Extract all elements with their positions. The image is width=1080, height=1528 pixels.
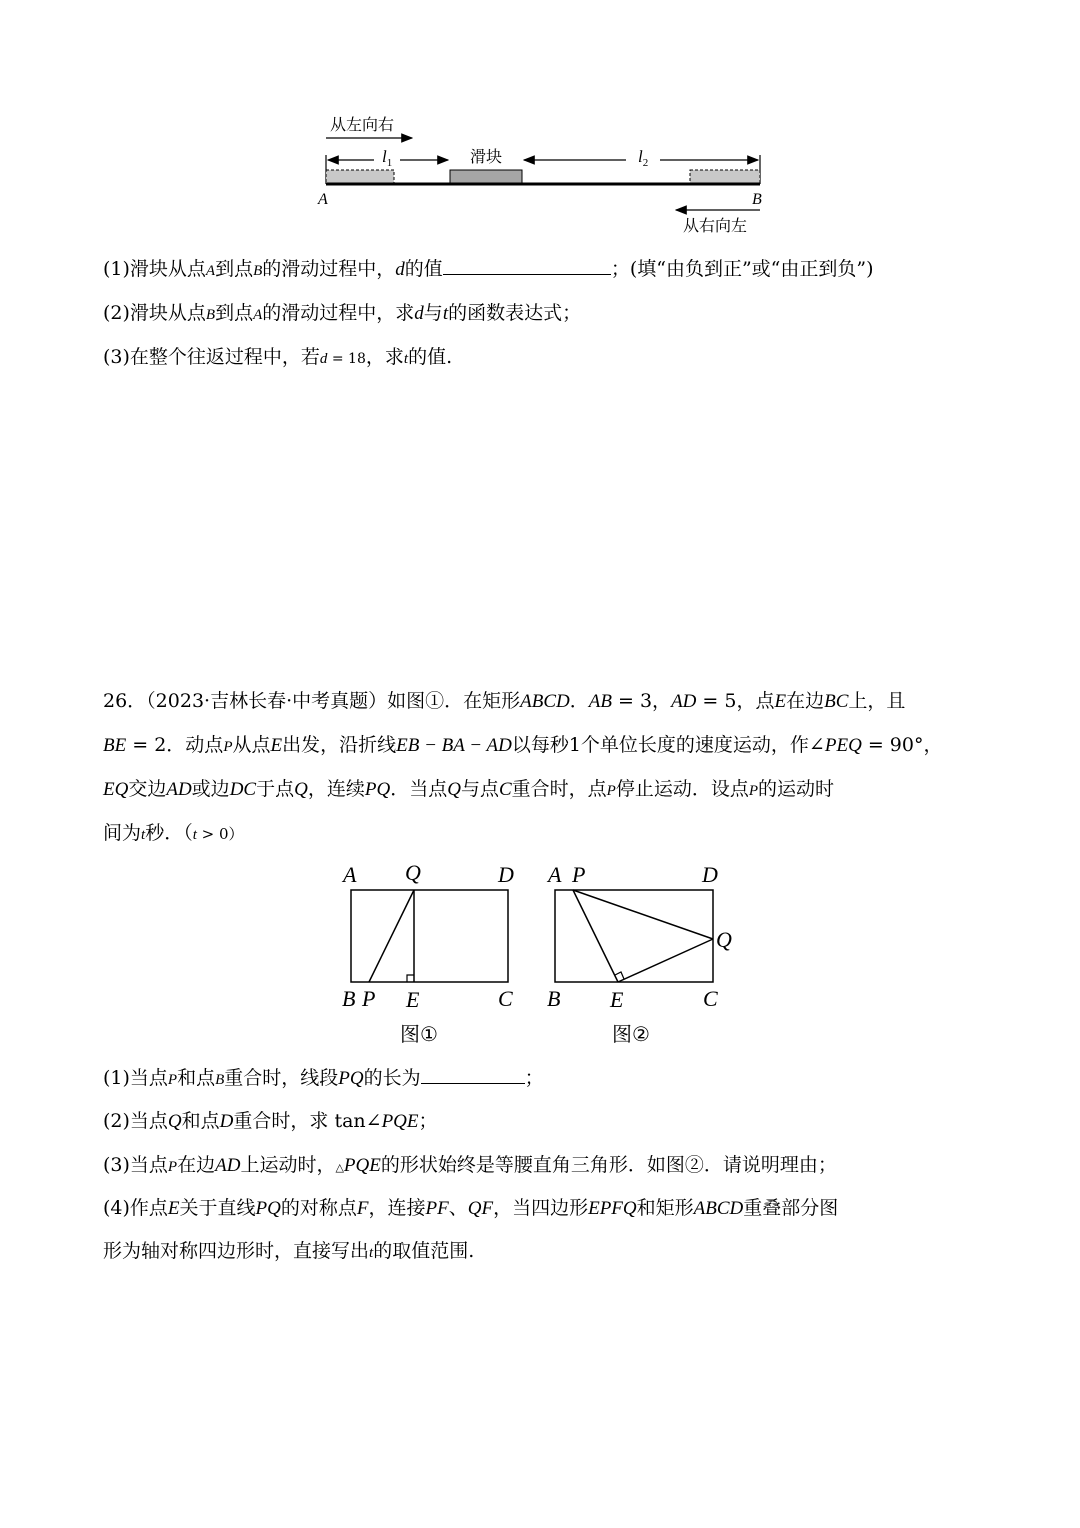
label-left-to-right: 从左向右: [330, 115, 395, 134]
text: 重叠部分图: [743, 1197, 839, 1219]
text: 的滑动过程中，: [262, 258, 396, 280]
fig1-right-angle-mark: [407, 975, 414, 982]
q25-part3: [103, 348, 452, 367]
fig2-label-p: P: [572, 862, 586, 887]
text: 的对称点: [280, 1197, 357, 1219]
q26-part1: [103, 1069, 544, 1088]
q26-part5: [103, 1242, 474, 1261]
text: 的形状始终是等腰直角三角形．如图②．请说明理由；: [380, 1154, 837, 1176]
text: 的函数表达式；: [448, 302, 582, 324]
fig2-label-c: C: [703, 986, 718, 1011]
text: (3)当点: [103, 1154, 168, 1176]
text: (4)作点: [103, 1197, 168, 1219]
text: 的滑动过程中，求: [262, 302, 415, 324]
math: B: [215, 1072, 225, 1088]
fig2-label-q: Q: [716, 927, 732, 952]
label-point-a: A: [318, 191, 328, 208]
q26-part4: [103, 1199, 838, 1218]
fig1-label-q: Q: [405, 860, 421, 885]
triangle-symbol: △: [335, 1161, 344, 1174]
fig2-label-b: B: [547, 986, 561, 1011]
math: E: [270, 735, 283, 756]
fig1-label-c: C: [498, 986, 513, 1011]
label-l2: $l_2$: [638, 147, 649, 169]
math: BE: [103, 735, 127, 756]
q26-part2: [103, 1112, 438, 1131]
math: D: [219, 1111, 234, 1132]
text: > 0）: [196, 825, 244, 843]
math-eq: = 18: [327, 351, 366, 367]
math: ABCD: [693, 1198, 744, 1219]
text: 和点: [177, 1067, 216, 1089]
math-a: A: [253, 307, 263, 323]
text: = 90°，: [861, 734, 943, 756]
text: (2)当点: [103, 1110, 168, 1132]
math-d: d: [395, 259, 405, 280]
slider-end-position: [690, 170, 760, 183]
math: PEQ: [824, 735, 862, 756]
math-b: B: [205, 307, 216, 323]
text: 的长为: [363, 1067, 421, 1089]
math-d: d: [414, 303, 424, 324]
answer-blank[interactable]: [443, 274, 611, 275]
math: PQ: [255, 1198, 281, 1219]
text: 上，且: [848, 690, 906, 712]
fig1-segment-pq: [369, 890, 414, 982]
math: F: [356, 1198, 369, 1219]
math: P: [167, 1072, 178, 1088]
q26-line1: [103, 692, 905, 711]
math: Q: [167, 1111, 182, 1132]
text: 重合时，线段: [224, 1067, 339, 1089]
math: AB: [588, 691, 612, 712]
math: t: [369, 1245, 374, 1261]
text: 到点: [215, 302, 254, 324]
fig2-segment-eq: [618, 939, 713, 982]
math: P: [167, 1159, 178, 1175]
text: 和矩形: [636, 1197, 694, 1219]
text: ，当四边形: [493, 1197, 589, 1219]
text: ，连续: [307, 778, 365, 800]
fig2-label-d: D: [702, 862, 718, 887]
text: 间为: [103, 822, 142, 844]
math: PQ: [364, 779, 391, 800]
answer-blank[interactable]: [421, 1083, 525, 1084]
text: 与: [423, 302, 443, 324]
q26-line2: [103, 736, 942, 755]
math-t: t: [442, 303, 449, 324]
text: 上运动时，: [240, 1154, 336, 1176]
text: 秒．（: [145, 822, 193, 844]
math: BC: [824, 691, 849, 712]
math: PF: [425, 1198, 449, 1219]
label-slider: 滑块: [470, 147, 503, 166]
text: 到点: [215, 258, 254, 280]
math: P: [748, 783, 759, 799]
text: (3)在整个往返过程中，若: [103, 346, 320, 368]
math: AD: [215, 1155, 241, 1176]
math: P: [606, 783, 616, 799]
text: 和点: [181, 1110, 220, 1132]
math: EB − BA − AD: [396, 735, 512, 756]
math-t: t: [403, 351, 409, 367]
text: 从点: [232, 734, 271, 756]
slider-block: [450, 170, 522, 183]
figure-1: [341, 860, 514, 1046]
text: = 5，点: [696, 690, 775, 712]
math: C: [498, 779, 512, 800]
text: 形为轴对称四边形时，直接写出: [103, 1240, 370, 1262]
math: P: [223, 739, 233, 755]
fig1-label-a: A: [343, 862, 357, 887]
fig1-caption: 图①: [400, 1022, 438, 1046]
fig1-label-e: E: [406, 987, 420, 1012]
math: t: [192, 827, 197, 843]
math: AD: [166, 779, 192, 800]
math: AD: [671, 691, 697, 712]
text: 于点: [256, 778, 295, 800]
text: 在边: [786, 690, 825, 712]
math-d: d: [319, 351, 328, 367]
math: PQE: [381, 1111, 419, 1132]
text: 、: [448, 1197, 468, 1219]
text: 停止运动．设点: [615, 778, 749, 800]
text: 的值: [404, 258, 443, 280]
label-right-to-left: 从右向左: [683, 216, 748, 235]
text: 重合时，求 tan∠: [233, 1110, 382, 1132]
math: PQ: [338, 1068, 364, 1089]
text: 的值.: [408, 346, 453, 368]
math: E: [167, 1198, 180, 1219]
slider-start-position: [326, 170, 394, 183]
text: ．当点: [390, 778, 448, 800]
math: Q: [447, 779, 461, 800]
fig1-label-b: B: [342, 986, 356, 1011]
text: 关于直线: [179, 1197, 256, 1219]
figure-2: [546, 862, 732, 1046]
text: (2)滑块从点: [103, 302, 206, 324]
label-point-b: B: [752, 191, 762, 208]
text: 与点: [460, 778, 499, 800]
text: = 3，: [611, 690, 672, 712]
math: Q: [294, 779, 308, 800]
math: ABCD: [520, 691, 570, 712]
q26-line4: [103, 824, 244, 843]
text: 出发，沿折线: [282, 734, 397, 756]
text: ，连接: [368, 1197, 426, 1219]
math: E: [774, 691, 787, 712]
math-b: B: [253, 263, 263, 279]
text: ，求: [365, 346, 404, 368]
fig2-label-a: A: [548, 862, 562, 887]
text: 的取值范围.: [373, 1240, 475, 1262]
fig1-label-d: D: [498, 862, 514, 887]
math: EQ: [103, 779, 129, 800]
text: 26．（2023·吉林长春·中考真题）如图①．在矩形: [103, 690, 521, 712]
text: ．: [569, 690, 589, 712]
fig2-caption: 图②: [612, 1022, 650, 1046]
q25-part2: [103, 304, 581, 323]
text: = 2．动点: [126, 734, 224, 756]
math: PQE: [343, 1155, 381, 1176]
text: ；: [524, 1067, 544, 1089]
fig2-rectangle: [555, 890, 713, 982]
rectangle-figures: [0, 858, 1080, 1058]
math: t: [141, 827, 146, 843]
fig1-label-p: P: [362, 986, 376, 1011]
q26-line3: [103, 780, 834, 799]
text: ；(填“由负到正”或“由正到负”): [610, 258, 874, 280]
q26-part3: [103, 1156, 837, 1175]
text: (1)滑块从点: [103, 258, 206, 280]
label-l1: $l_1$: [382, 147, 393, 169]
text: (1)当点: [103, 1067, 168, 1089]
text: 交边: [128, 778, 167, 800]
text: 或边: [191, 778, 230, 800]
text: 的运动时: [758, 778, 835, 800]
text: 以每秒1个单位长度的速度运动，作∠: [511, 734, 825, 756]
math: EPFQ: [588, 1198, 637, 1219]
fig1-rectangle: [351, 890, 508, 982]
math: DC: [229, 779, 257, 800]
math-a: A: [205, 263, 216, 279]
text: 在边: [177, 1154, 216, 1176]
fig2-label-e: E: [610, 987, 624, 1012]
text: 重合时，点: [511, 778, 607, 800]
math: QF: [467, 1198, 494, 1219]
q25-part1: [103, 260, 874, 279]
text: ；: [418, 1110, 438, 1132]
